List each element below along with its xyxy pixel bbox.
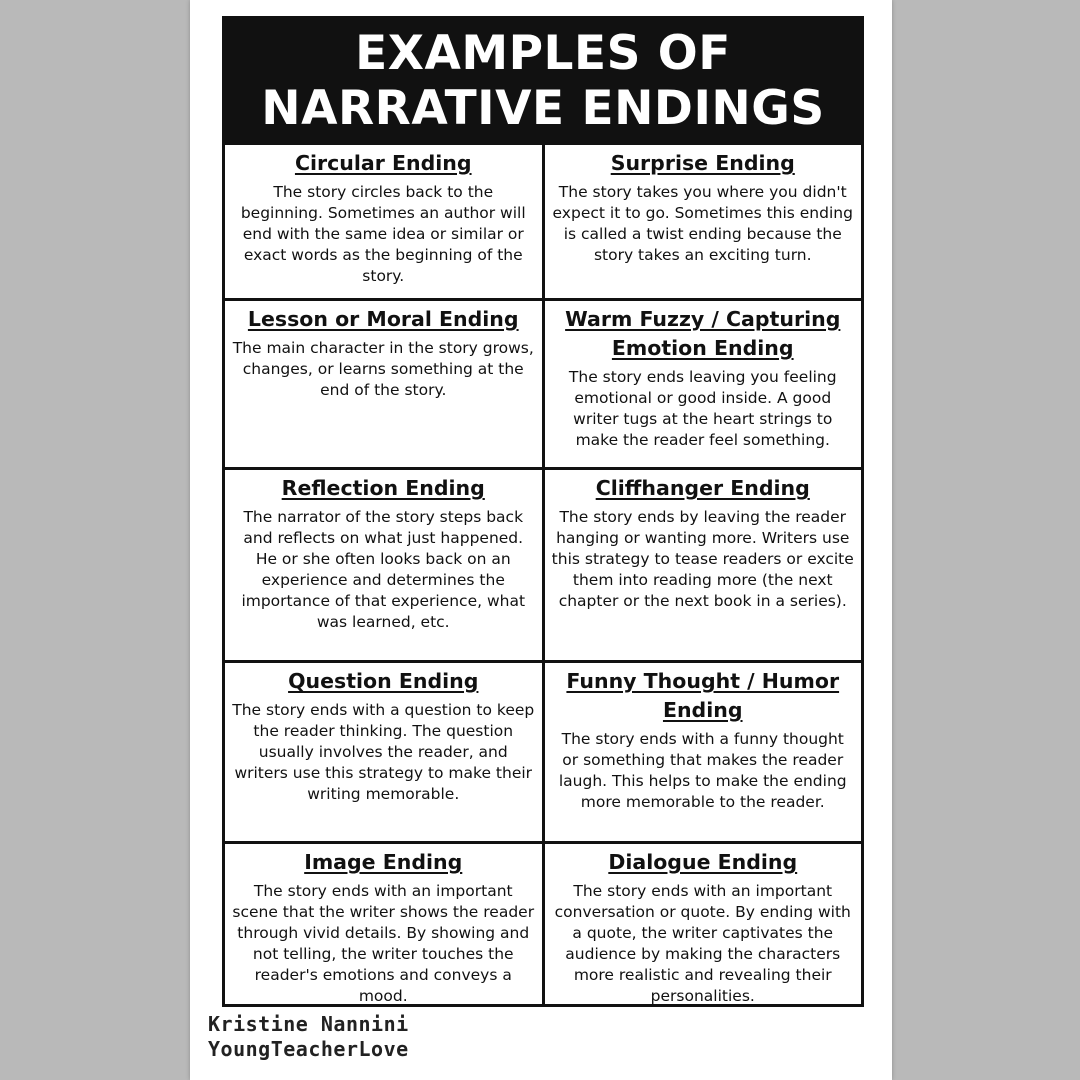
ending-description: The story takes you where you didn't expect it to go. Sometimes this ending is called a twist ending because the story takes an exciting turn. <box>552 183 853 264</box>
ending-heading: Dialogue Ending <box>608 850 798 874</box>
ending-description: The story ends with an important scene that the writer shows the reader through vivid details. By showing and not telling, the writer touches the reader's emotions and conveys a mood. <box>232 882 535 1004</box>
endings-grid <box>222 145 864 1007</box>
ending-card-humor <box>545 663 862 841</box>
title-line-1: EXAMPLES OF <box>355 25 731 81</box>
ending-card-warm-fuzzy <box>545 301 862 467</box>
ending-description: The story ends with a funny thought or something that makes the reader laugh. This helps to make the ending more memorable to the reader. <box>558 730 847 811</box>
ending-description: The story ends leaving you feeling emotional or good inside. A good writer tugs at the heart strings to make the reader feel something. <box>568 368 837 449</box>
poster-title <box>222 16 864 145</box>
ending-heading: Warm Fuzzy / Capturing Emotion Ending <box>565 307 841 360</box>
ending-description: The main character in the story grows, changes, or learns something at the end of the story. <box>232 339 534 399</box>
ending-heading: Question Ending <box>288 669 479 693</box>
ending-heading: Funny Thought / Humor Ending <box>566 669 840 722</box>
ending-description: The story ends with a question to keep the reader thinking. The question usually involves the reader, and writers use this strategy to make their writing memorable. <box>232 701 535 803</box>
title-line-2: NARRATIVE ENDINGS <box>261 80 825 136</box>
ending-card-image <box>225 844 542 1004</box>
ending-card-surprise <box>545 145 862 298</box>
ending-description: The story ends by leaving the reader hanging or wanting more. Writers use this strategy to tease readers or excite them into reading more (the next chapter or the next book in a series). <box>551 508 854 610</box>
ending-card-dialogue <box>545 844 862 1004</box>
ending-heading: Surprise Ending <box>610 151 795 175</box>
ending-heading: Image Ending <box>304 850 463 874</box>
ending-description: The story circles back to the beginning. Sometimes an author will end with the same idea or similar or exact words as the beginning of the story. <box>240 183 526 285</box>
ending-heading: Cliffhanger Ending <box>595 476 810 500</box>
ending-heading: Reflection Ending <box>281 476 485 500</box>
ending-description: The story ends with an important conversation or quote. By ending with a quote, the writer captivates the audience by making the characters more realistic and revealing their personalities. <box>554 882 851 1004</box>
ending-card-question <box>225 663 542 841</box>
ending-card-cliffhanger <box>545 470 862 660</box>
ending-heading: Lesson or Moral Ending <box>247 307 519 331</box>
author-name: Kristine Nannini <box>208 1012 409 1036</box>
ending-card-reflection <box>225 470 542 660</box>
author-site: YoungTeacherLove <box>208 1037 409 1061</box>
author-credit <box>208 1012 409 1062</box>
ending-card-lesson <box>225 301 542 467</box>
ending-heading: Circular Ending <box>294 151 472 175</box>
ending-description: The narrator of the story steps back and reflects on what just happened. He or she often looks back on an experience and determines the importance of that experience, what was learned, etc. <box>241 508 526 631</box>
ending-card-circular <box>225 145 542 298</box>
